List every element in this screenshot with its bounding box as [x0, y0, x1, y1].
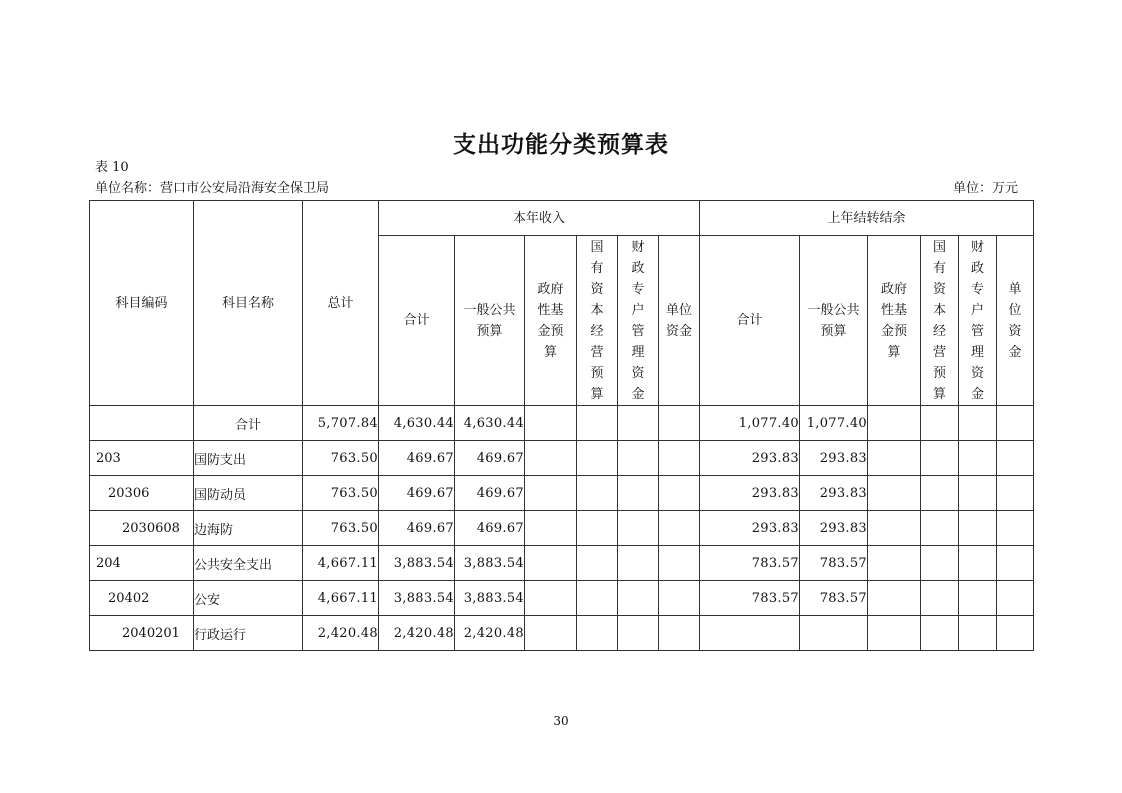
cell-cur-unit [659, 581, 700, 616]
header-last-general: 一般公共 预算 [800, 236, 868, 406]
cell-cur-fiscal [618, 616, 659, 651]
cell-cur-state [577, 511, 618, 546]
cell-name: 国防动员 [194, 476, 303, 511]
cell-cur-unit [659, 476, 700, 511]
cell-cur-unit [659, 441, 700, 476]
cell-last-unit [997, 406, 1034, 441]
header-current-gov-fund: 政府 性基 金预 算 [525, 236, 577, 406]
cell-code: 2040201 [90, 616, 194, 651]
cell-cur-unit [659, 511, 700, 546]
cell-cur-sum: 3,883.54 [379, 581, 455, 616]
cell-cur-general: 3,883.54 [455, 581, 525, 616]
cell-last-unit [997, 441, 1034, 476]
cell-cur-unit [659, 406, 700, 441]
table-row [90, 441, 1034, 476]
cell-last-state [921, 441, 959, 476]
cell-last-fiscal [959, 441, 997, 476]
cell-total: 763.50 [303, 476, 379, 511]
cell-last-general: 293.83 [800, 511, 868, 546]
cell-last-sum: 293.83 [700, 511, 800, 546]
cell-last-fiscal [959, 476, 997, 511]
cell-code: 20402 [90, 581, 194, 616]
cell-last-state [921, 476, 959, 511]
cell-last-fiscal [959, 616, 997, 651]
cell-code: 204 [90, 546, 194, 581]
cell-cur-gov [525, 581, 577, 616]
cell-last-unit [997, 616, 1034, 651]
cell-cur-sum: 4,630.44 [379, 406, 455, 441]
header-last-fiscal-special: 财 政 专 户 管 理 资 金 [959, 236, 997, 406]
cell-last-state [921, 616, 959, 651]
header-last-sum: 合计 [700, 236, 800, 406]
cell-last-fiscal [959, 581, 997, 616]
cell-cur-fiscal [618, 581, 659, 616]
cell-last-gov [868, 546, 921, 581]
cell-last-gov [868, 406, 921, 441]
cell-total: 4,667.11 [303, 581, 379, 616]
cell-last-gov [868, 441, 921, 476]
cell-cur-fiscal [618, 511, 659, 546]
header-last-state-capital: 国 有 资 本 经 营 预 算 [921, 236, 959, 406]
cell-cur-sum: 469.67 [379, 511, 455, 546]
cell-cur-sum: 469.67 [379, 441, 455, 476]
cell-last-state [921, 406, 959, 441]
table-row [90, 581, 1034, 616]
cell-last-general: 1,077.40 [800, 406, 868, 441]
cell-last-sum: 1,077.40 [700, 406, 800, 441]
cell-last-sum: 783.57 [700, 581, 800, 616]
cell-cur-gov [525, 546, 577, 581]
cell-code: 203 [90, 441, 194, 476]
cell-cur-fiscal [618, 476, 659, 511]
cell-last-general: 783.57 [800, 581, 868, 616]
header-current-unit-funds: 单位 资金 [659, 236, 700, 406]
cell-cur-fiscal [618, 441, 659, 476]
budget-table [89, 200, 1034, 651]
page-title: 支出功能分类预算表 [453, 132, 669, 158]
header-last-year-carryover: 上年结转结余 [700, 201, 1034, 236]
cell-code: 2030608 [90, 511, 194, 546]
header-last-unit-funds: 单 位 资 金 [997, 236, 1034, 406]
cell-name: 合计 [194, 406, 303, 441]
cell-name: 公安 [194, 581, 303, 616]
cell-last-general: 293.83 [800, 476, 868, 511]
cell-last-general: 293.83 [800, 441, 868, 476]
table-row [90, 476, 1034, 511]
table-number: 表 10 [95, 160, 129, 175]
cell-cur-sum: 469.67 [379, 476, 455, 511]
cell-last-gov [868, 511, 921, 546]
cell-name: 公共安全支出 [194, 546, 303, 581]
cell-cur-state [577, 406, 618, 441]
cell-name: 行政运行 [194, 616, 303, 651]
cell-last-state [921, 581, 959, 616]
unit-name-label: 单位名称：营口市公安局沿海安全保卫局 [95, 181, 330, 196]
cell-name: 国防支出 [194, 441, 303, 476]
currency-unit-label: 单位：万元 [952, 181, 1018, 196]
cell-cur-general: 469.67 [455, 441, 525, 476]
cell-cur-state [577, 616, 618, 651]
cell-cur-general: 4,630.44 [455, 406, 525, 441]
table-row [90, 616, 1034, 651]
cell-cur-general: 469.67 [455, 511, 525, 546]
cell-last-general [800, 616, 868, 651]
cell-last-gov [868, 616, 921, 651]
cell-cur-general: 2,420.48 [455, 616, 525, 651]
header-name: 科目名称 [194, 201, 303, 406]
cell-last-gov [868, 476, 921, 511]
page-number: 30 [553, 714, 569, 728]
cell-cur-unit [659, 616, 700, 651]
cell-cur-state [577, 546, 618, 581]
cell-last-sum: 783.57 [700, 546, 800, 581]
cell-total: 2,420.48 [303, 616, 379, 651]
cell-last-state [921, 511, 959, 546]
cell-total: 763.50 [303, 441, 379, 476]
cell-cur-fiscal [618, 406, 659, 441]
table-row [90, 546, 1034, 581]
cell-cur-state [577, 441, 618, 476]
cell-last-unit [997, 581, 1034, 616]
cell-last-sum [700, 616, 800, 651]
cell-total: 5,707.84 [303, 406, 379, 441]
cell-last-unit [997, 511, 1034, 546]
table-row [90, 511, 1034, 546]
cell-cur-unit [659, 546, 700, 581]
header-current-general: 一般公共 预算 [455, 236, 525, 406]
header-code: 科目编码 [90, 201, 194, 406]
cell-last-general: 783.57 [800, 546, 868, 581]
cell-last-sum: 293.83 [700, 441, 800, 476]
cell-cur-gov [525, 441, 577, 476]
cell-last-fiscal [959, 546, 997, 581]
cell-cur-sum: 3,883.54 [379, 546, 455, 581]
cell-last-state [921, 546, 959, 581]
cell-last-gov [868, 581, 921, 616]
cell-cur-gov [525, 476, 577, 511]
cell-name: 边海防 [194, 511, 303, 546]
cell-cur-sum: 2,420.48 [379, 616, 455, 651]
cell-cur-gov [525, 511, 577, 546]
cell-cur-general: 469.67 [455, 476, 525, 511]
cell-cur-gov [525, 406, 577, 441]
table-row [90, 406, 1034, 441]
header-current-year-income: 本年收入 [379, 201, 700, 236]
cell-last-fiscal [959, 406, 997, 441]
cell-code [90, 406, 194, 441]
cell-total: 4,667.11 [303, 546, 379, 581]
cell-last-unit [997, 546, 1034, 581]
cell-last-sum: 293.83 [700, 476, 800, 511]
header-current-state-capital: 国 有 资 本 经 营 预 算 [577, 236, 618, 406]
cell-cur-state [577, 476, 618, 511]
cell-last-unit [997, 476, 1034, 511]
cell-cur-gov [525, 616, 577, 651]
header-current-sum: 合计 [379, 236, 455, 406]
cell-cur-fiscal [618, 546, 659, 581]
cell-cur-state [577, 581, 618, 616]
cell-cur-general: 3,883.54 [455, 546, 525, 581]
header-total: 总计 [303, 201, 379, 406]
header-current-fiscal-special: 财 政 专 户 管 理 资 金 [618, 236, 659, 406]
cell-total: 763.50 [303, 511, 379, 546]
cell-last-fiscal [959, 511, 997, 546]
header-last-gov-fund: 政府 性基 金预 算 [868, 236, 921, 406]
cell-code: 20306 [90, 476, 194, 511]
